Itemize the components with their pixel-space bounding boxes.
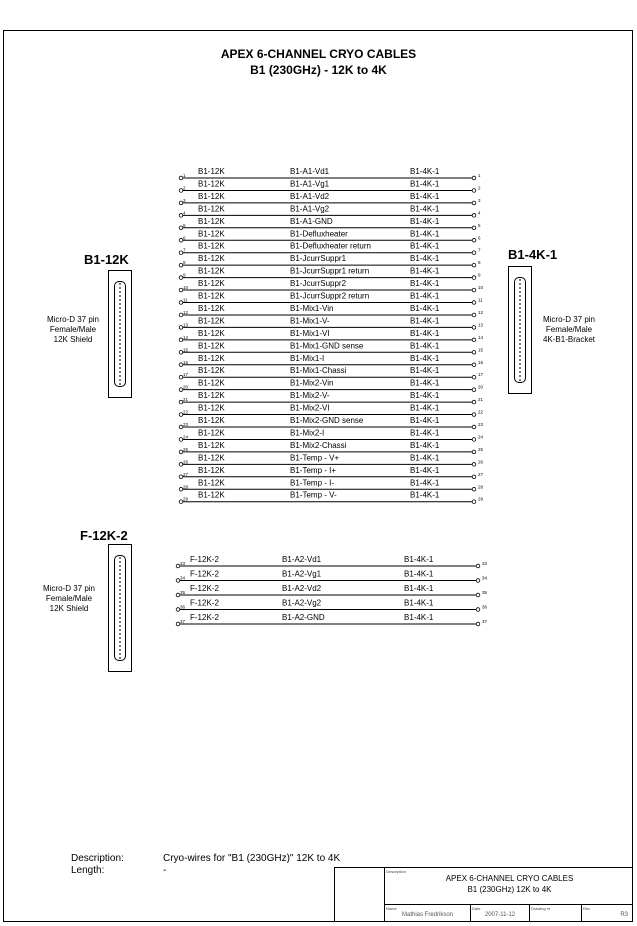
wire-16 [179, 354, 483, 367]
wire-pin-right: 26 [478, 459, 484, 465]
wire-pin-right: 7 [478, 247, 481, 253]
wire-terminal-right [472, 189, 476, 193]
wire-pin-right: 36 [482, 604, 488, 610]
wire-pin-right: 9 [478, 272, 481, 278]
wire-signal: B1-A2-Vd1 [282, 555, 322, 564]
wire-terminal-right [472, 375, 476, 379]
wire-5 [179, 217, 481, 230]
title-block [334, 867, 633, 922]
wire-pin-left: 17 [183, 372, 189, 378]
wire-from: F-12K-2 [190, 569, 219, 579]
description-value: Cryo-wires for "B1 (230GHz)" 12K to 4K [163, 853, 341, 864]
wire-13 [179, 316, 483, 329]
wire-signal: B1-JcurrSuppr2 [290, 279, 347, 289]
wire-signal: B1-A1-Vg1 [290, 179, 330, 189]
connector-f-12k-2-label: F-12K-2 [80, 528, 128, 543]
wire-signal: B1-Defluxheater return [290, 241, 371, 251]
wire-terminal-right [472, 263, 476, 267]
description-label: Description: [71, 853, 124, 864]
wire-34 [176, 570, 487, 583]
wire-to: B1-4K-1 [410, 341, 440, 351]
wire-from: F-12K-2 [190, 598, 219, 608]
wire-terminal-right [472, 487, 476, 491]
wire-pin-right: 15 [478, 347, 484, 353]
wire-to: B1-4K-1 [410, 353, 440, 363]
wire-33 [176, 555, 487, 568]
wire-from: B1-12K [198, 328, 225, 338]
wire-pin-left: 20 [183, 384, 189, 390]
wire-from: B1-12K [198, 453, 225, 463]
wire-pin-left: 3 [183, 197, 186, 203]
wire-10 [179, 279, 483, 292]
wire-35 [176, 584, 487, 597]
wire-from: B1-12K [198, 167, 225, 176]
wire-22 [179, 404, 483, 417]
title-block-rev-caption: Rev [583, 906, 591, 911]
wire-to: B1-4K-1 [410, 428, 440, 438]
wire-pin-right: 34 [482, 575, 488, 581]
wire-pin-right: 2 [478, 185, 481, 191]
wire-to: B1-4K-1 [404, 598, 434, 608]
wire-pin-left: 37 [180, 619, 186, 624]
wire-signal: B1-Mix2-GND sense [290, 416, 364, 425]
wire-from: B1-12K [198, 279, 225, 289]
wire-20 [179, 379, 483, 392]
wire-37 [176, 613, 487, 626]
wire-to: B1-4K-1 [410, 254, 440, 264]
title-block-rev: R3 [620, 912, 628, 918]
wire-to: B1-4K-1 [410, 378, 440, 388]
wire-from: B1-12K [198, 316, 225, 326]
wire-from: B1-12K [198, 353, 225, 363]
wire-to: B1-4K-1 [410, 403, 440, 413]
wire-terminal-right [476, 622, 480, 626]
wire-from: B1-12K [198, 428, 225, 438]
title-block-name: Mathias Fredrikson [401, 912, 454, 918]
title-line-1: APEX 6-CHANNEL CRYO CABLES [220, 47, 417, 61]
connector-b1-12k-label: B1-12K [84, 252, 129, 267]
wire-signal: B1-Mix1-VI [290, 328, 330, 338]
wire-signal: B1-A2-Vd2 [282, 584, 322, 593]
wire-from: B1-12K [198, 416, 225, 425]
wire-terminal-right [476, 608, 480, 612]
wire-from: B1-12K [198, 490, 225, 500]
wire-pin-left: 25 [183, 446, 189, 452]
wire-from: B1-12K [198, 303, 225, 313]
wire-pin-left: 22 [183, 409, 189, 415]
wire-pin-left: 33 [180, 561, 186, 566]
wire-pin-right: 5 [478, 222, 481, 228]
wire-pin-right: 21 [478, 397, 484, 403]
wire-pin-left: 9 [183, 272, 186, 278]
wire-pin-right: 20 [478, 384, 484, 390]
wire-signal: B1-Mix1-Vin [290, 303, 334, 313]
wire-to: B1-4K-1 [410, 216, 440, 226]
wire-pin-left: 4 [183, 210, 186, 216]
wire-2 [179, 179, 481, 192]
wire-from: B1-12K [198, 378, 225, 388]
wire-36 [176, 599, 487, 612]
wire-pin-left: 12 [183, 309, 189, 315]
wire-to: B1-4K-1 [410, 478, 440, 488]
wire-signal: B1-Temp - V- [290, 490, 337, 500]
wire-25 [179, 441, 483, 454]
wire-pin-left: 2 [183, 185, 186, 191]
wire-9 [179, 267, 481, 280]
wire-pin-left: 14 [183, 334, 189, 340]
title-block-drawing-caption: Drawing nr [531, 906, 551, 911]
wire-to: B1-4K-1 [410, 453, 440, 463]
wire-from: B1-12K [198, 241, 225, 251]
wire-pin-left: 6 [183, 235, 186, 241]
wire-pin-left: 34 [180, 575, 186, 581]
wire-from: F-12K-2 [190, 555, 219, 564]
wire-pin-right: 3 [478, 197, 481, 203]
wire-pin-right: 11 [478, 297, 483, 303]
wire-pin-left: 11 [183, 297, 188, 303]
wire-to: B1-4K-1 [410, 179, 440, 189]
wire-terminal-right [472, 338, 476, 342]
wire-pin-left: 21 [183, 397, 189, 403]
wire-terminal-right [476, 564, 480, 568]
wire-12 [179, 304, 483, 317]
wire-pin-right: 1 [478, 173, 481, 178]
wire-pin-right: 37 [482, 619, 488, 624]
wire-pin-right: 4 [478, 210, 481, 216]
wire-signal: B1-Mix2-VI [290, 403, 330, 413]
wire-to: B1-4K-1 [410, 291, 440, 301]
wire-29 [179, 491, 483, 504]
wire-pin-left: 36 [180, 604, 186, 610]
wire-from: B1-12K [198, 204, 225, 214]
wire-to: B1-4K-1 [404, 569, 434, 579]
wire-pin-left: 28 [183, 484, 189, 490]
wire-pin-left: 10 [183, 285, 189, 291]
connector-b1-12k-description: Micro-D 37 pin Female/Male 12K Shield [46, 315, 99, 344]
wire-to: B1-4K-1 [410, 490, 440, 500]
title-line-2: B1 (230GHz) - 12K to 4K [250, 63, 387, 77]
wire-terminal-right [472, 313, 476, 317]
wire-8 [179, 254, 481, 267]
wire-from: F-12K-2 [190, 613, 219, 622]
wire-signal: B1-Mix1-Chassi [290, 366, 347, 376]
wire-pin-right: 17 [478, 372, 484, 378]
wire-terminal-right [472, 326, 476, 330]
wire-pin-right: 16 [478, 359, 484, 365]
wire-terminal-right [472, 438, 476, 442]
wire-to: B1-4K-1 [410, 465, 440, 475]
wire-signal: B1-Defluxheater [290, 229, 348, 239]
title-block-description-caption: Description [386, 869, 407, 874]
wire-to: B1-4K-1 [410, 440, 440, 450]
wire-from: B1-12K [198, 478, 225, 488]
wire-terminal-right [472, 450, 476, 454]
connector-b1-4k-1-label: B1-4K-1 [508, 247, 558, 262]
wire-signal: B1-JcurrSuppr1 return [290, 266, 370, 276]
wire-6 [179, 229, 481, 242]
wire-to: B1-4K-1 [410, 366, 440, 376]
wire-to: B1-4K-1 [404, 555, 434, 564]
wire-terminal-right [472, 176, 476, 180]
wire-signal: B1-A1-Vd1 [290, 167, 330, 176]
wire-from: B1-12K [198, 366, 225, 376]
wire-terminal-right [472, 226, 476, 230]
wire-pin-right: 33 [482, 561, 488, 566]
wire-signal: B1-A2-Vg1 [282, 569, 322, 579]
wire-pin-right: 8 [478, 260, 481, 266]
length-value: - [163, 865, 167, 876]
wire-signal: B1-A1-Vd2 [290, 191, 330, 201]
wire-to: B1-4K-1 [410, 229, 440, 239]
wire-signal: B1-JcurrSuppr2 return [290, 291, 370, 301]
wire-pin-left: 16 [183, 359, 189, 365]
wire-pin-right: 12 [478, 309, 484, 315]
wire-signal: B1-A1-Vg2 [290, 204, 330, 214]
wire-to: B1-4K-1 [404, 613, 434, 622]
wire-signal: B1-Temp - V+ [290, 453, 340, 463]
wire-signal: B1-Mix1-V- [290, 316, 330, 326]
wire-terminal-right [472, 413, 476, 417]
title-block-line-1: APEX 6-CHANNEL CRYO CABLES [445, 874, 574, 883]
wire-signal: B1-Mix1-GND sense [290, 341, 364, 351]
wire-to: B1-4K-1 [410, 241, 440, 251]
wire-21 [179, 391, 483, 404]
wire-pin-right: 27 [478, 471, 484, 477]
wire-from: B1-12K [198, 440, 225, 450]
wire-1 [179, 167, 481, 180]
wire-signal: B1-A2-GND [282, 613, 325, 622]
wire-17 [179, 366, 483, 379]
wire-3 [179, 192, 481, 205]
wire-from: B1-12K [198, 391, 225, 401]
wire-from: B1-12K [198, 229, 225, 239]
wire-pin-right: 23 [478, 422, 484, 427]
wire-to: B1-4K-1 [410, 328, 440, 338]
wire-14 [179, 329, 483, 342]
wire-terminal-right [472, 276, 476, 280]
wire-pin-left: 23 [183, 422, 189, 427]
connector-f-12k-2-description: Micro-D 37 pin Female/Male 12K Shield [42, 584, 95, 613]
wire-24 [179, 428, 483, 441]
wire-terminal-right [472, 500, 476, 504]
wire-terminal-right [472, 425, 476, 429]
wire-from: B1-12K [198, 266, 225, 276]
wire-from: B1-12K [198, 254, 225, 264]
wire-from: B1-12K [198, 465, 225, 475]
title-block-name-caption: Name [386, 906, 397, 911]
wire-pin-left: 27 [183, 471, 189, 477]
wire-from: B1-12K [198, 341, 225, 351]
wire-27 [179, 466, 483, 479]
wire-signal: B1-A1-GND [290, 216, 333, 226]
title-block-date-caption: Date [472, 906, 481, 911]
wire-pin-left: 35 [180, 590, 186, 595]
wire-pin-left: 5 [183, 222, 186, 228]
wire-from: B1-12K [198, 216, 225, 226]
wire-to: B1-4K-1 [410, 167, 440, 176]
wire-26 [179, 453, 483, 466]
wire-terminal-right [472, 351, 476, 355]
wire-signal: B1-JcurrSuppr1 [290, 254, 347, 264]
wire-signal: B1-Temp - I- [290, 478, 335, 488]
wire-terminal-right [472, 363, 476, 367]
wire-terminal-right [472, 251, 476, 255]
wire-from: B1-12K [198, 191, 225, 201]
wire-terminal-right [472, 388, 476, 392]
wire-pin-right: 13 [478, 322, 484, 328]
wire-from: F-12K-2 [190, 584, 219, 593]
wire-7 [179, 242, 481, 255]
wire-pin-left: 15 [183, 347, 189, 353]
wire-11 [179, 292, 483, 305]
wire-to: B1-4K-1 [410, 303, 440, 313]
wire-terminal-right [472, 288, 476, 292]
wire-signal: B1-Mix2-Vin [290, 378, 334, 388]
wire-pin-right: 25 [478, 446, 484, 452]
wire-signal: B1-Temp - I+ [290, 465, 337, 475]
title-block-line-2: B1 (230GHz) 12K to 4K [467, 885, 552, 894]
wire-terminal-right [472, 400, 476, 404]
wire-signal: B1-Mix1-I [290, 353, 325, 363]
wire-28 [179, 478, 483, 491]
wire-from: B1-12K [198, 403, 225, 413]
wire-terminal-right [472, 238, 476, 242]
wire-signal: B1-Mix2-I [290, 428, 325, 438]
wire-pin-left: 26 [183, 459, 189, 465]
length-label: Length: [71, 865, 105, 876]
wire-to: B1-4K-1 [410, 279, 440, 289]
wire-pin-left: 8 [183, 260, 186, 266]
wire-pin-left: 1 [183, 173, 186, 178]
connector-b1-4k-1-description: Micro-D 37 pin Female/Male 4K-B1-Bracket [542, 315, 596, 344]
wire-to: B1-4K-1 [410, 191, 440, 201]
wire-terminal-right [472, 463, 476, 467]
wire-pin-right: 28 [478, 484, 484, 490]
wire-from: B1-12K [198, 291, 225, 301]
wire-4 [179, 204, 481, 217]
wire-pin-left: 24 [183, 434, 189, 440]
wire-to: B1-4K-1 [410, 204, 440, 214]
wire-pin-right: 35 [482, 590, 488, 595]
wire-23 [179, 416, 483, 429]
wire-to: B1-4K-1 [410, 316, 440, 326]
wire-terminal-right [472, 201, 476, 205]
wire-terminal-right [472, 301, 476, 305]
wire-pin-left: 7 [183, 247, 186, 253]
wire-pin-left: 13 [183, 322, 189, 328]
wire-terminal-right [476, 593, 480, 597]
wire-pin-right: 6 [478, 235, 481, 241]
wire-terminal-right [472, 214, 476, 218]
wire-pin-right: 10 [478, 285, 484, 291]
wire-from: B1-12K [198, 179, 225, 189]
wire-pin-left: 29 [183, 496, 189, 502]
wire-signal: B1-Mix2-V- [290, 391, 330, 401]
wire-signal: B1-Mix2-Chassi [290, 440, 347, 450]
wire-pin-right: 29 [478, 496, 484, 502]
wire-terminal-right [472, 475, 476, 479]
wire-to: B1-4K-1 [410, 416, 440, 425]
wire-pin-right: 14 [478, 334, 484, 340]
wire-pin-right: 24 [478, 434, 484, 440]
wire-to: B1-4K-1 [410, 266, 440, 276]
wire-to: B1-4K-1 [404, 584, 434, 593]
wire-15 [179, 341, 483, 354]
wire-signal: B1-A2-Vg2 [282, 598, 322, 608]
wire-terminal-right [476, 579, 480, 583]
wire-pin-right: 22 [478, 409, 484, 415]
wire-to: B1-4K-1 [410, 391, 440, 401]
title-block-date: 2007-11-12 [484, 912, 516, 918]
